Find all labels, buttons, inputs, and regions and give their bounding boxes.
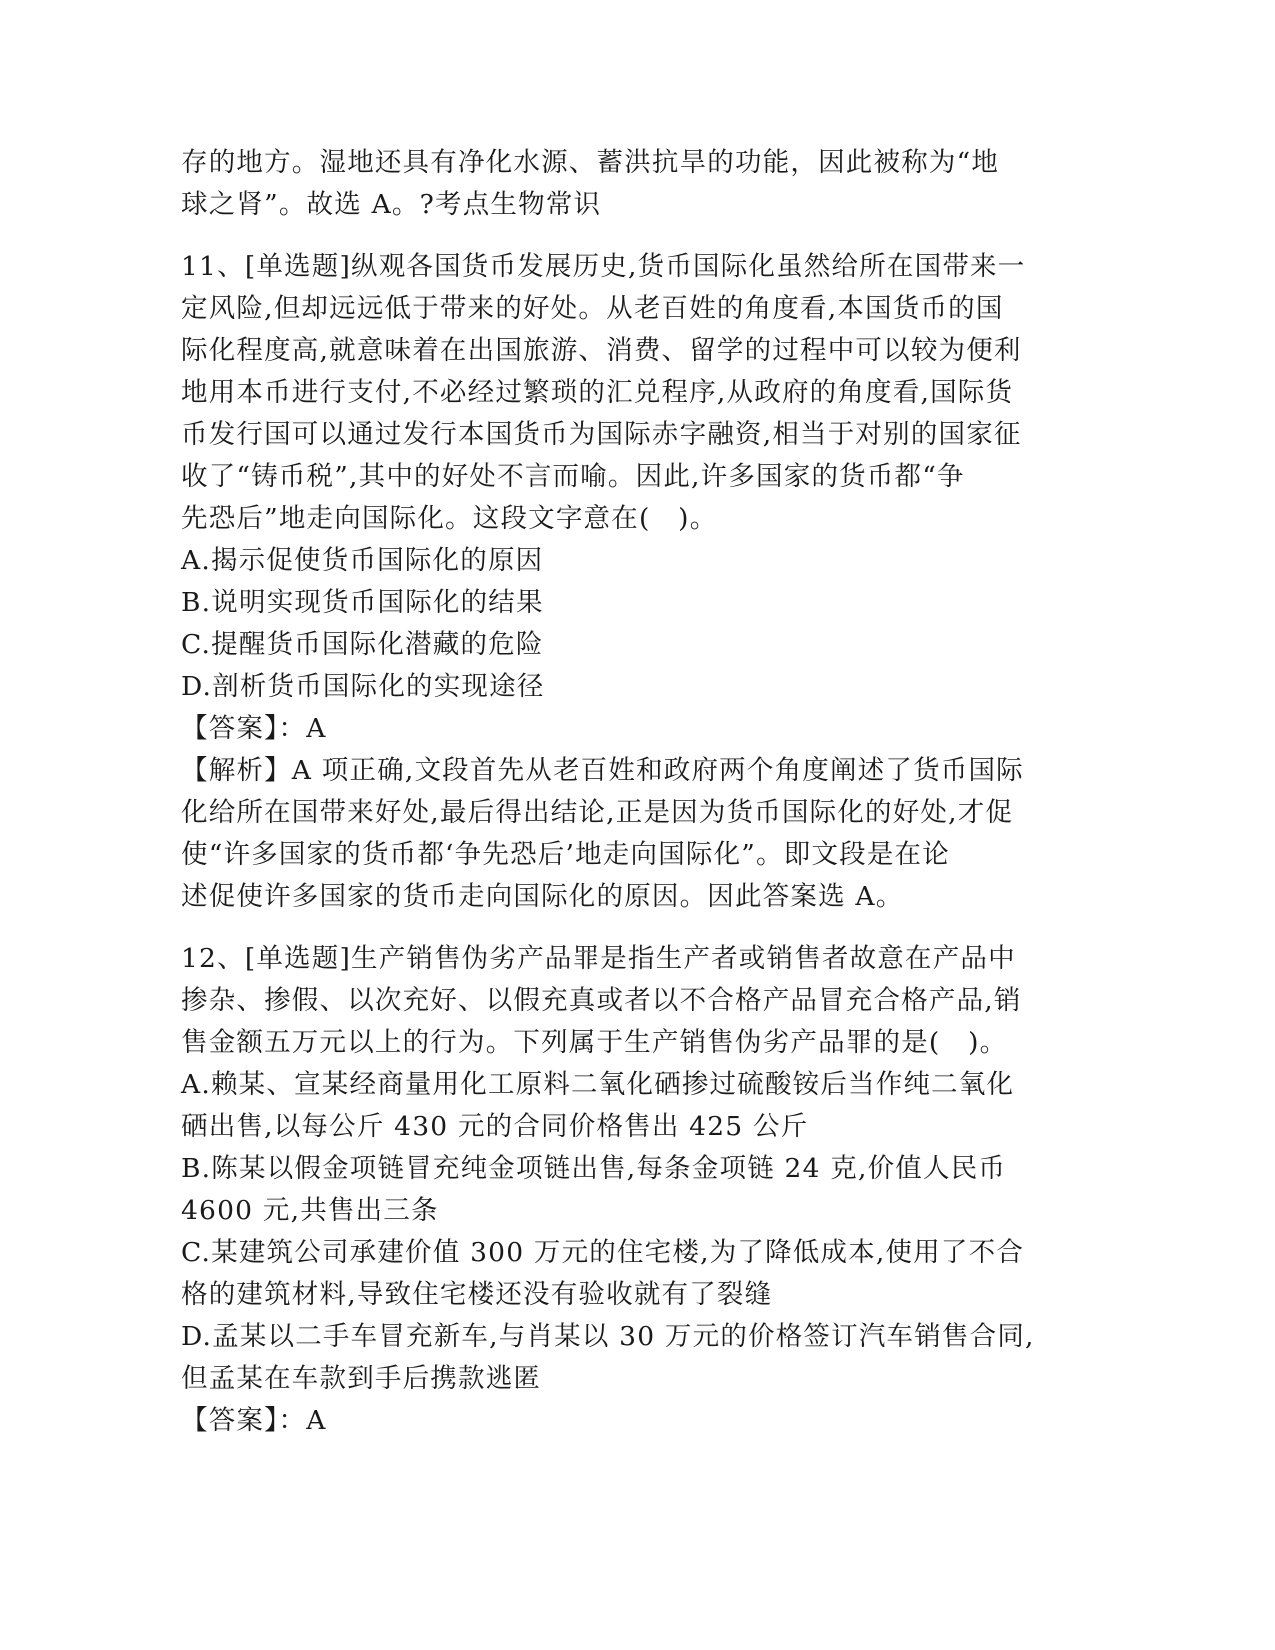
option-c: C.某建筑公司承建价值 300 万元的住宅楼,为了降低成本,使用了不合 <box>181 1237 1025 1268</box>
option-d: D.孟某以二手车冒充新车,与肖某以 30 万元的价格签订汽车销售合同, <box>181 1321 1035 1352</box>
question-stem-line: 定风险,但却远远低于带来的好处。从老百姓的角度看,本国货币的国 <box>181 293 1004 324</box>
analysis-line: 使“许多国家的货币都‘争先恐后’地走向国际化”。即文段是在论 <box>181 839 950 870</box>
answer-line: 【答案】：A <box>181 1405 327 1436</box>
question-11 <box>181 246 1031 918</box>
question-stem-line: 先恐后”地走向国际化。这段文字意在( )。 <box>181 503 718 534</box>
text-line: 球之肾”。故选 A。?考点生物常识 <box>181 189 602 220</box>
option-b-continued: 4600 元,共售出三条 <box>181 1195 439 1226</box>
option-b: B.说明实现货币国际化的结果 <box>181 587 544 618</box>
option-a-continued: 硒出售,以每公斤 430 元的合同价格售出 425 公斤 <box>181 1111 809 1142</box>
previous-analysis-continuation <box>181 142 1031 226</box>
spacer <box>181 918 1031 938</box>
question-stem-line: 际化程度高,就意味着在出国旅游、消费、留学的过程中可以较为便利 <box>181 335 1022 366</box>
question-stem-line: 售金额五万元以上的行为。下列属于生产销售伪劣产品罪的是( )。 <box>181 1027 1008 1058</box>
option-d: D.剖析货币国际化的实现途径 <box>181 671 545 702</box>
option-c-continued: 格的建筑材料,导致住宅楼还没有验收就有了裂缝 <box>181 1279 773 1310</box>
question-12 <box>181 938 1035 1442</box>
question-stem-line: 币发行国可以通过发行本国货币为国际赤字融资,相当于对别的国家征 <box>181 419 1022 450</box>
option-d-continued: 但孟某在车款到手后携款逃匿 <box>181 1363 542 1394</box>
question-stem-line: 12、[单选题]生产销售伪劣产品罪是指生产者或销售者故意在产品中 <box>181 943 1016 974</box>
option-c: C.提醒货币国际化潜藏的危险 <box>181 629 544 660</box>
option-a: A.揭示促使货币国际化的原因 <box>181 545 544 576</box>
question-stem-line: 地用本币进行支付,不必经过繁琐的汇兑程序,从政府的角度看,国际货 <box>181 377 1014 408</box>
question-stem-line: 收了“铸币税”,其中的好处不言而喻。因此,许多国家的货币都“争 <box>181 461 965 492</box>
spacer <box>181 226 1031 246</box>
question-stem-line: 11、[单选题]纵观各国货币发展历史,货币国际化虽然给所在国带来一 <box>181 251 1026 282</box>
option-a: A.赖某、宣某经商量用化工原料二氧化硒掺过硫酸铵后当作纯二氧化 <box>181 1069 1015 1100</box>
question-stem-line: 掺杂、掺假、以次充好、以假充真或者以不合格产品冒充合格产品,销 <box>181 985 1022 1016</box>
option-b: B.陈某以假金项链冒充纯金项链出售,每条金项链 24 克,价值人民币 <box>181 1153 1007 1184</box>
document-page <box>181 142 1035 1442</box>
analysis-line: 述促使许多国家的货币走向国际化的原因。因此答案选 A。 <box>181 881 904 912</box>
analysis-line: 化给所在国带来好处,最后得出结论,正是因为货币国际化的好处,才促 <box>181 797 1014 828</box>
text-line: 存的地方。湿地还具有净化水源、蓄洪抗旱的功能，因此被称为“地 <box>181 147 1000 178</box>
analysis-line: 【解析】A 项正确,文段首先从老百姓和政府两个角度阐述了货币国际 <box>181 755 1024 786</box>
answer-line: 【答案】：A <box>181 713 327 744</box>
